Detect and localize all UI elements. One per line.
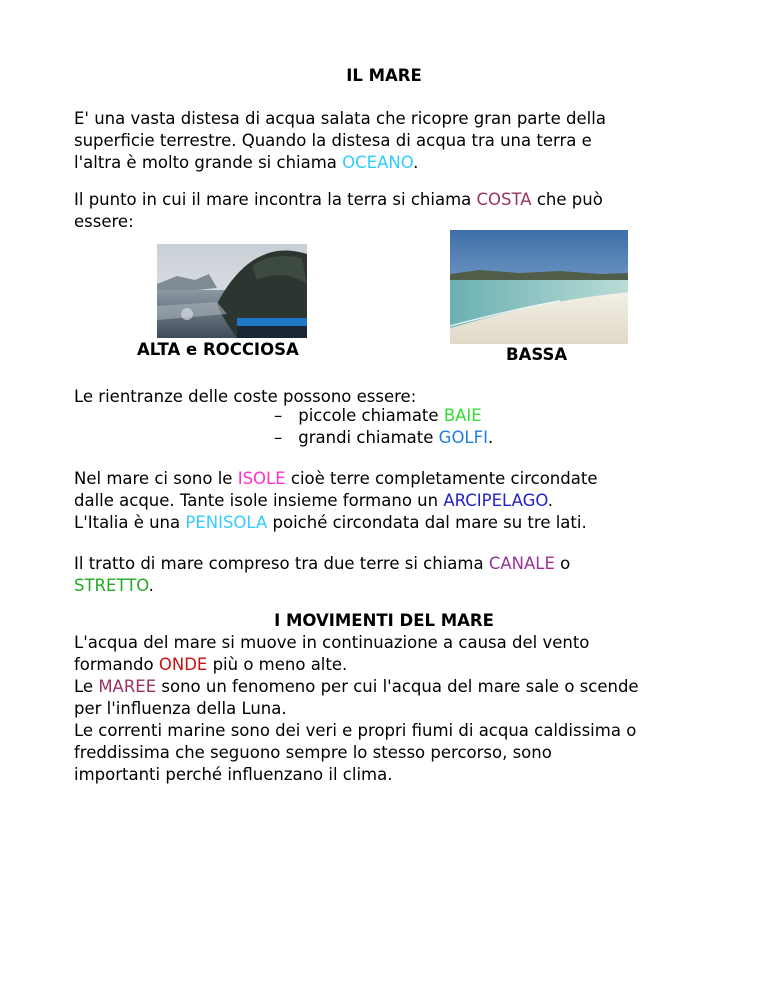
movimenti-line-3 <box>74 676 639 698</box>
onde-text-end: più o meno alte. <box>207 655 348 674</box>
costa-text: Il punto in cui il mare incontra la terra si chiama <box>74 190 477 209</box>
canale-line-2 <box>74 575 154 597</box>
canale-text: Il tratto di mare compreso tra due terre si chiama <box>74 554 489 573</box>
rocky-coast-photo <box>157 244 307 338</box>
isole-line-2 <box>74 490 553 512</box>
intro-line-2: superficie terrestre. Quando la distesa di acqua tra una terra e <box>74 131 592 150</box>
intro-line-1: E' una vasta distesa di acqua salata che ricopre gran parte della <box>74 109 606 128</box>
costa-line-1 <box>74 189 603 211</box>
intro-text: l'altra è molto grande si chiama <box>74 153 343 172</box>
rocky-coast-caption: ALTA e ROCCIOSA <box>137 340 299 359</box>
isole-text-2: dalle acque. Tante isole insieme formano un <box>74 491 444 510</box>
isole-line-3 <box>74 512 587 534</box>
intro-period: . <box>413 153 419 172</box>
movimenti-line-7: importanti perché influenzano il clima. <box>74 765 393 784</box>
keyword-oceano: OCEANO <box>342 153 414 172</box>
keyword-canale: CANALE <box>488 554 555 573</box>
movimenti-line-1: L'acqua del mare si muove in continuazione a causa del vento <box>74 633 590 652</box>
movimenti-line-4: per l'influenza della Luna. <box>74 699 287 718</box>
isole-period: . <box>547 491 553 510</box>
keyword-onde: ONDE <box>158 655 208 674</box>
italia-text: L'Italia è una <box>74 513 186 532</box>
onde-text: formando <box>74 655 159 674</box>
keyword-costa: COSTA <box>476 190 532 209</box>
canale-line-1 <box>74 553 570 575</box>
movimenti-line-6: freddissima che seguono sempre lo stesso percorso, sono <box>74 743 552 762</box>
costa-text-end: che può <box>531 190 603 209</box>
movimenti-line-2 <box>74 654 347 676</box>
isole-text-end: cioè terre completamente circondate <box>285 469 598 488</box>
stretto-period: . <box>148 576 154 595</box>
italia-text-end: poiché circondata dal mare su tre lati. <box>267 513 587 532</box>
canale-text-end: o <box>554 554 571 573</box>
keyword-penisola: PENISOLA <box>185 513 268 532</box>
bullet-dash: – <box>274 406 283 425</box>
costa-line-2: essere: <box>74 212 134 231</box>
baie-text: piccole chiamate <box>298 406 444 425</box>
movimenti-line-5: Le correnti marine sono dei veri e propri fiumi di acqua caldissima o <box>74 721 637 740</box>
rientranze-intro: Le rientranze delle coste possono essere: <box>74 387 417 406</box>
intro-line-3 <box>74 152 418 174</box>
keyword-arcipelago: ARCIPELAGO <box>443 491 548 510</box>
list-item-golfi <box>274 428 493 447</box>
keyword-isole: ISOLE <box>237 469 286 488</box>
low-coast-caption: BASSA <box>506 345 568 364</box>
keyword-baie: BAIE <box>443 406 482 425</box>
keyword-maree: MAREE <box>98 677 157 696</box>
isole-line-1 <box>74 468 597 490</box>
maree-text: Le <box>74 677 99 696</box>
low-coast-photo <box>450 230 628 344</box>
maree-text-end: sono un fenomeno per cui l'acqua del mare sale o scende <box>156 677 639 696</box>
section-heading-movimenti: I MOVIMENTI DEL MARE <box>274 611 494 630</box>
keyword-golfi: GOLFI <box>438 428 488 447</box>
page-title: IL MARE <box>346 66 422 85</box>
bullet-dash: – <box>274 428 283 447</box>
golfi-period: . <box>487 428 494 447</box>
keyword-stretto: STRETTO <box>74 576 149 595</box>
list-item-baie <box>274 406 482 425</box>
golfi-text: grandi chiamate <box>298 428 439 447</box>
isole-text: Nel mare ci sono le <box>74 469 238 488</box>
